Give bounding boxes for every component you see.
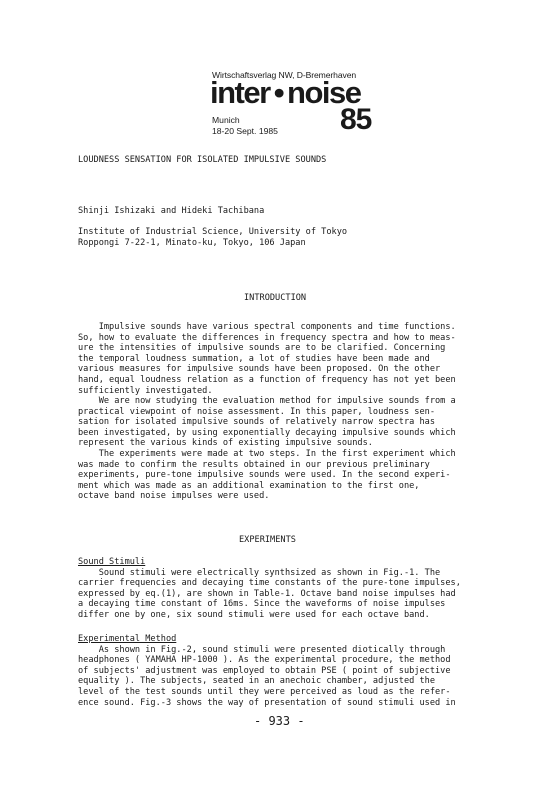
affiliation-line-2: Roppongi 7-22-1, Minato-ku, Tokyo, 106 Japan (78, 237, 306, 248)
publisher-line: Wirtschaftsverlag NW, D-Bremerhaven (212, 70, 357, 80)
conference-header (212, 70, 382, 140)
introduction-paragraph-1: Impulsive sounds have various spectral components and time functions. So, how to evaluate the differences in frequency spectra and how to meas- ure the intensities of impulsive sounds are to be clarified. Concerning the temporal loudness summation, a lot of studies have been made and various measures for impulsive sounds have been proposed. On the other hand, equal loudness relation as a function of frequency has not yet been sufficiently investigated. (78, 322, 456, 396)
conference-logo (210, 76, 361, 110)
conference-year: 85 (340, 103, 372, 136)
experimental-method-heading: Experimental Method (78, 634, 177, 644)
introduction-paragraph-2: We are now studying the evaluation method for impulsive sounds from a practical viewpoint of noise assessment. In this paper, loudness sen- sation for isolated impulsive sounds of relatively narrow spectra has been investigated, by using exponentially decaying impulsive sounds which represent the various kinds of existing impulsive sounds. The experiments were made at two steps. In the first experiment which was made to confirm the results obtained in our previous preliminary experiments, pure-tone impulsive sounds were used. In the second experi- ment which was made as an additional examination to the first one, octave band noise impulses were used. (78, 396, 456, 502)
paper-authors: Shinji Ishizaki and Hideki Tachibana (78, 206, 265, 216)
conference-city: Munich (212, 115, 240, 125)
experimental-method-section (78, 634, 498, 708)
sound-stimuli-heading: Sound Stimuli (78, 557, 146, 567)
paper-title: LOUDNESS SENSATION FOR ISOLATED IMPULSIVE SOUNDS (78, 155, 327, 165)
page-number: - 933 - (254, 714, 305, 728)
conference-dates: 18-20 Sept. 1985 (212, 126, 278, 136)
sound-stimuli-section (78, 557, 498, 621)
author-affiliation (78, 227, 347, 248)
logo-word-inter: inter (210, 75, 270, 110)
logo-dot: • (273, 75, 284, 110)
experimental-method-text: As shown in Fig.-2, sound stimuli were presented diotically through headphones ( YAMAHA HP-1000 ). As the experimental procedure, the method of subjects' adjustment was employed to obtain PSE ( point of subjective equality ). The subjects, seated in an anechoic chamber, adjusted the level of the test sounds until they were perceived as loud as the refer- ence sound. Fig.-3 shows the way of presentation of sound stimuli used in (78, 644, 456, 708)
sound-stimuli-text: Sound stimuli were electrically synthsized as shown in Fig.-1. The carrier frequencies and decaying time constants of the pure-tone impulses, expressed by eq.(1), are shown in Table-1. Octave band noise impulses had a decaying time constant of 16ms. Since the waveforms of noise impulses differ one by one, six sound stimuli were used for each octave band. (78, 567, 461, 620)
logo-word-noise: noise (287, 75, 361, 110)
experiments-heading: EXPERIMENTS (239, 535, 296, 545)
introduction-heading: INTRODUCTION (244, 293, 307, 303)
affiliation-line-1: Institute of Industrial Science, University of Tokyo (78, 227, 348, 237)
